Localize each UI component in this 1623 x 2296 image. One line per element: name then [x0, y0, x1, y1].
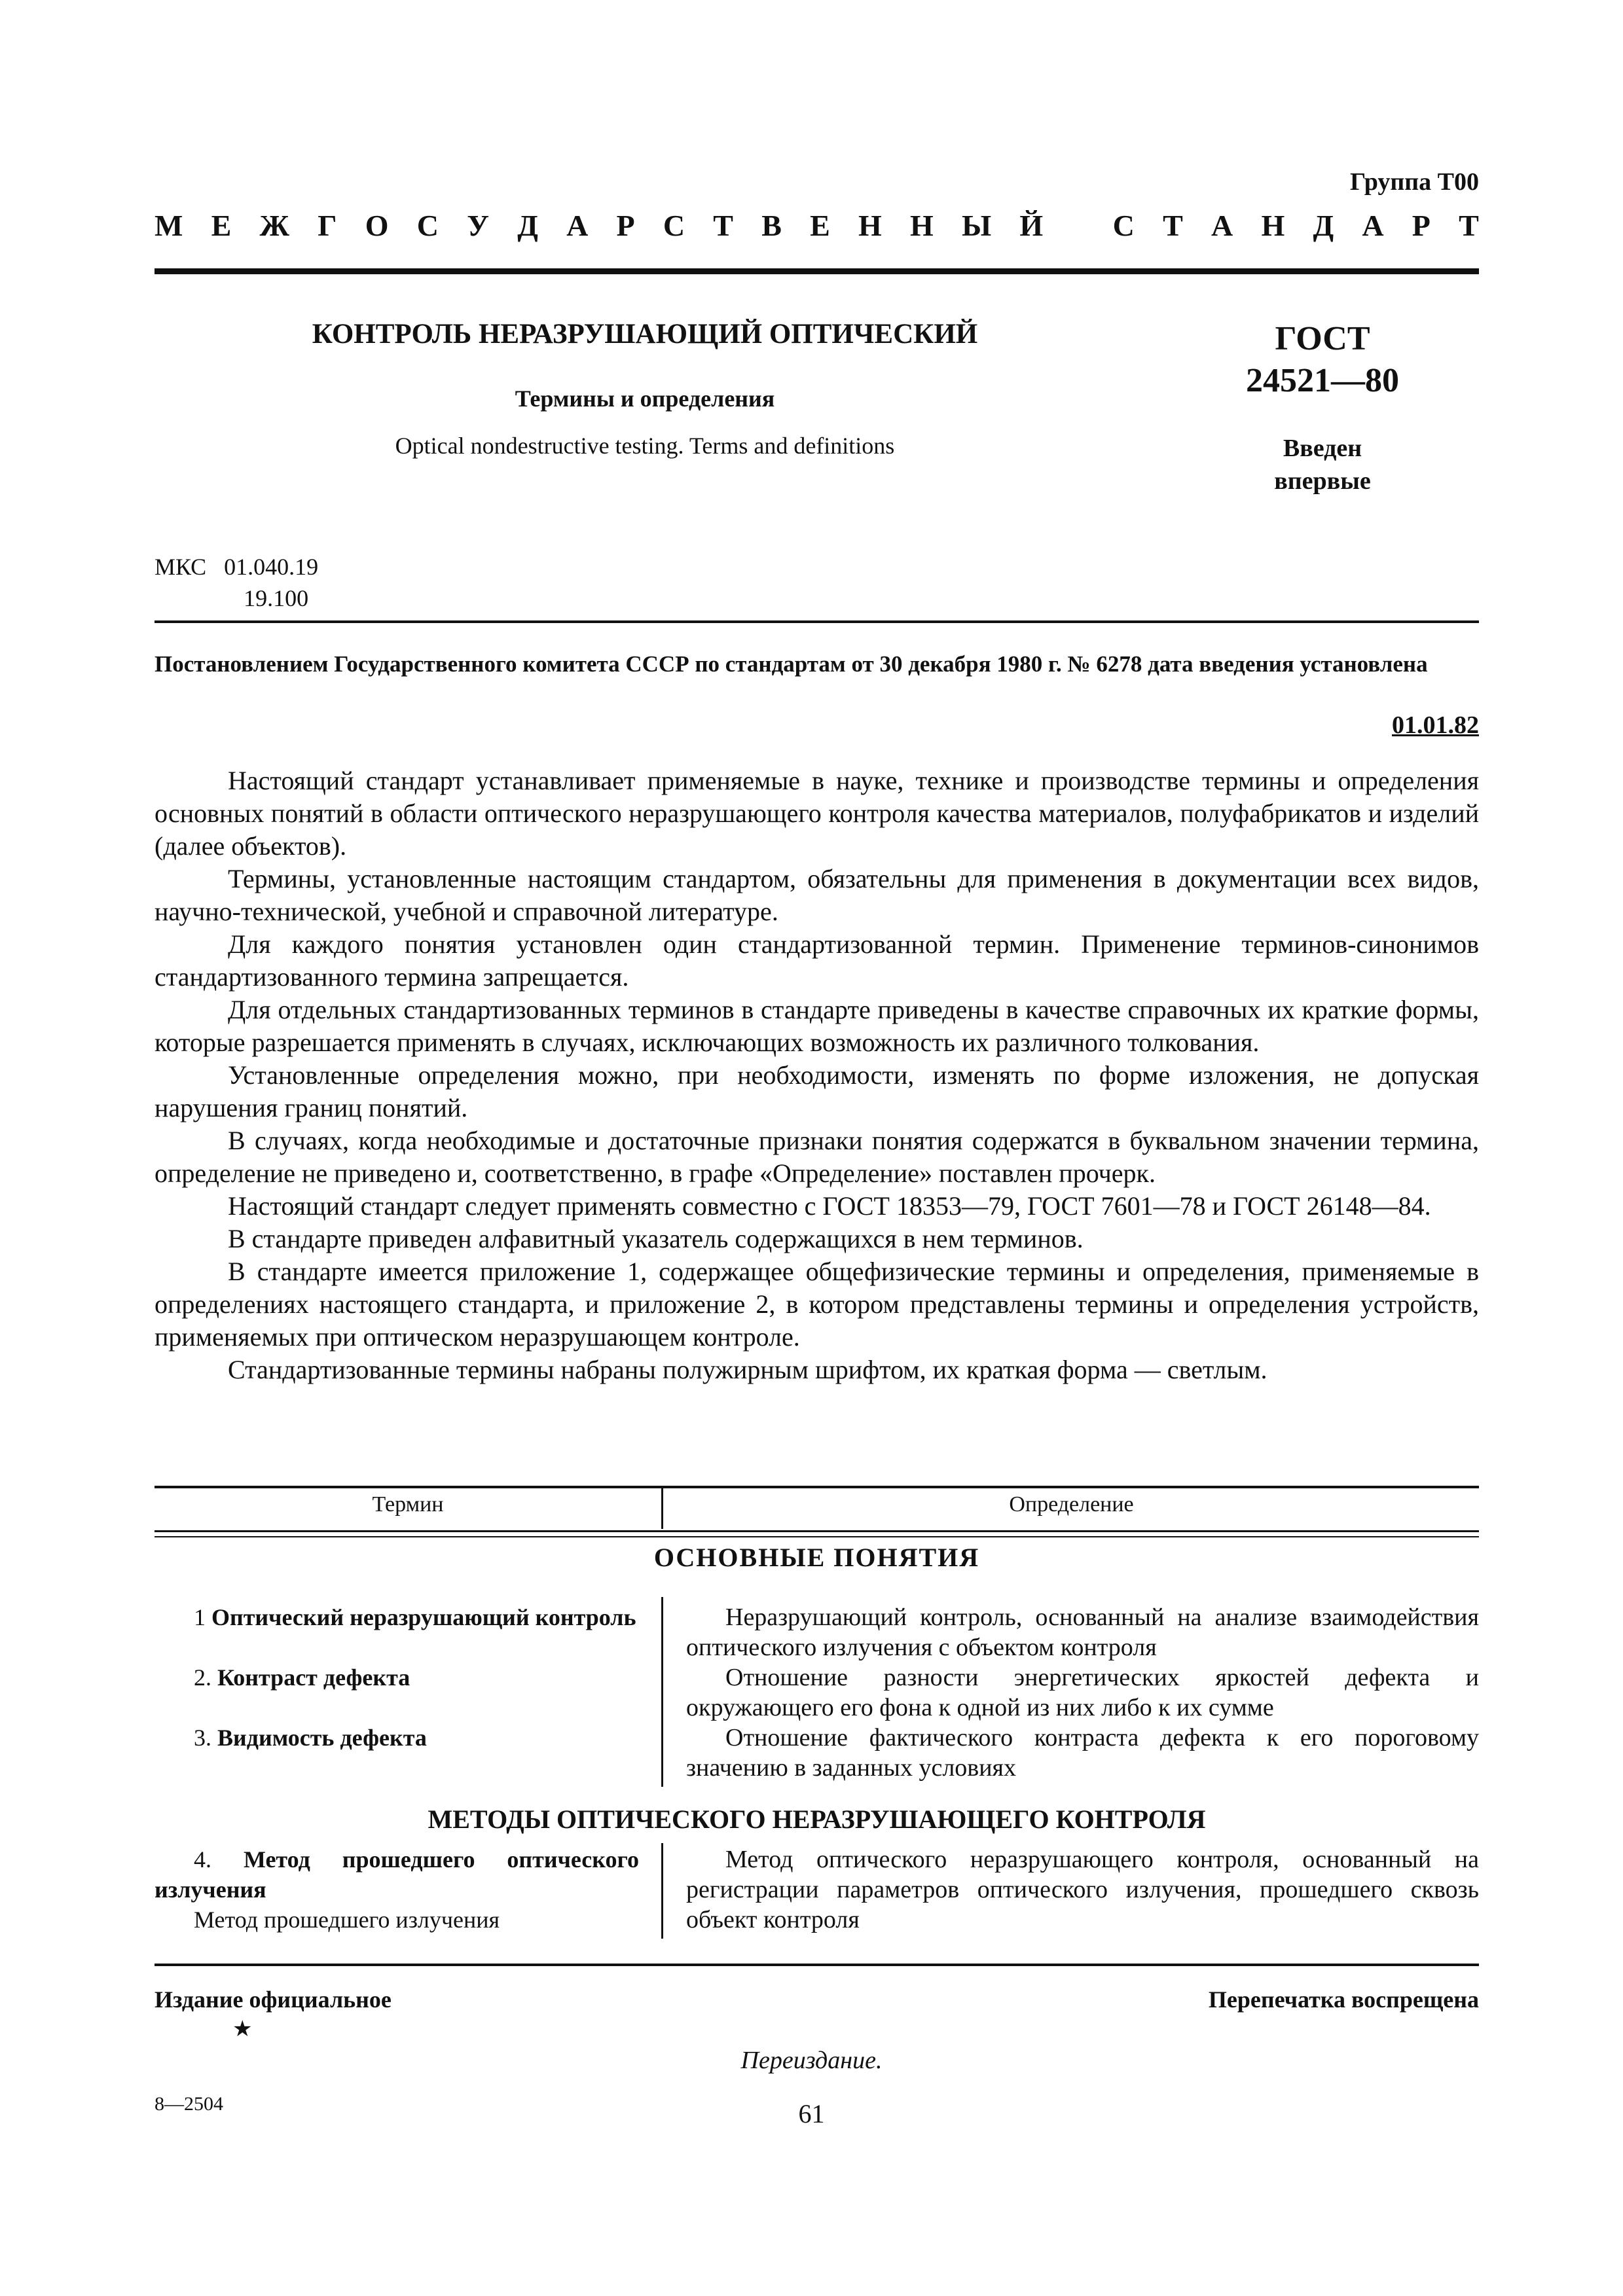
paragraph: В случаях, когда необходимые и достаточные признаки понятия содержатся в буквальном значении термина, определение не приведено и, соответственно, в графе «Определение» поставлен прочерк.	[155, 1126, 1479, 1188]
term-name: Видимость дефекта	[217, 1725, 427, 1751]
banner-letter: Т	[1459, 209, 1479, 242]
introduction-note	[1172, 432, 1473, 497]
term-name: Контраст дефекта	[217, 1664, 410, 1691]
column-header-definition: Определение	[1009, 1492, 1134, 1516]
star-icon: ★	[232, 2017, 253, 2041]
definition-cell	[686, 1723, 1479, 1783]
term-name: Оптический неразрушающий контроль	[211, 1604, 636, 1630]
banner-letter: М	[155, 209, 183, 242]
page-number: 61	[798, 2099, 825, 2128]
section-heading: ОСНОВНЫЕ ПОНЯТИЯ	[653, 1543, 980, 1572]
banner-letter: Ж	[259, 209, 290, 242]
paragraph: Настоящий стандарт следует применять совместно с ГОСТ 18353—79, ГОСТ 7601—78 и ГОСТ 26148—84.	[228, 1191, 1431, 1221]
term-short-form: Метод прошедшего излучения	[194, 1907, 500, 1933]
gost-number	[1172, 318, 1473, 402]
banner-letter: С	[416, 209, 439, 242]
reissue-note: Переиздание.	[740, 2047, 883, 2074]
paragraph: Для отдельных стандартизованных терминов в стандарте приведены в качестве справочных их краткие формы, которые разрешается применять в случаях, исключающих возможность их различного толкования.	[155, 995, 1479, 1057]
paragraph: Термины, установленные настоящим стандартом, обязательны для применения в документации всех видов, научно-технической, учебной и справочной литературе.	[155, 864, 1479, 926]
definition-cell	[686, 1844, 1479, 1935]
paragraph: Настоящий стандарт устанавливает применяемые в науке, технике и производстве термины и определения основных понятий в области оптического неразрушающего контроля качества материалов, полуфабрикатов и изделий (далее объектов).	[155, 766, 1479, 861]
paragraph: Для каждого понятия установлен один стандартизованной термин. Применение терминов-синонимов стандартизованного термина запрещается.	[155, 929, 1479, 992]
banner-letter: Н	[858, 209, 882, 242]
intro-line-1: Введен	[1283, 435, 1362, 462]
banner-letter: Й	[1019, 209, 1044, 242]
definition-text: Отношение разности энергетических яркостей дефекта и окружающего его фона к одной из них либо к их сумме	[686, 1664, 1479, 1721]
table-header-rule	[155, 1530, 1479, 1532]
term-number: 4.	[194, 1846, 211, 1873]
sheet-code: 8—2504	[155, 2093, 223, 2115]
column-divider	[661, 1843, 663, 1939]
definition-text: Неразрушающий контроль, основанный на анализе взаимодействия оптического излучения с объектом контроля	[686, 1604, 1479, 1661]
decree-text: Постановлением Государственного комитета СССР по стандартам от 30 декабря 1980 г. № 6278 дата введения установлена	[155, 651, 1428, 677]
mks-code: 01.040.19	[224, 554, 319, 580]
column-divider	[661, 1488, 663, 1529]
banner-gap	[1071, 208, 1084, 243]
intro-line-2: впервые	[1274, 467, 1371, 495]
group-label: Группа Т00	[1349, 168, 1479, 196]
table-top-rule	[155, 1486, 1479, 1488]
section-heading: МЕТОДЫ ОПТИЧЕСКОГО НЕРАЗРУШАЮЩЕГО КОНТРОЛЯ	[428, 1804, 1206, 1834]
banner-letter: С	[663, 209, 685, 242]
paragraph: В стандарте приведен алфавитный указатель содержащихся в нем терминов.	[228, 1224, 1084, 1253]
term-cell	[155, 1844, 639, 1935]
banner-letter: Ы	[962, 209, 992, 242]
mks-code: 19.100	[244, 585, 309, 611]
term-cell	[155, 1723, 639, 1753]
banner-letter: А	[1362, 209, 1384, 242]
banner-letter: Д	[517, 209, 538, 242]
paragraph: Установленные определения можно, при необходимости, изменять по форме изложения, не допуская нарушения границ понятий.	[155, 1060, 1479, 1122]
banner-letter: С	[1112, 209, 1135, 242]
banner-letter: А	[566, 209, 589, 242]
term-cell	[155, 1602, 639, 1632]
preamble	[155, 764, 1479, 1386]
column-header-term: Термин	[372, 1492, 444, 1516]
table-header-rule	[155, 1536, 1479, 1537]
banner-letter: Г	[318, 209, 337, 242]
term-number: 1	[194, 1604, 206, 1630]
banner-letter: Т	[713, 209, 733, 242]
banner-letter: В	[761, 209, 782, 242]
definition-text: Отношение фактического контраста дефекта к его пороговому значению в заданных условиях	[686, 1724, 1479, 1782]
gost-code: 24521—80	[1246, 362, 1399, 399]
banner-letter: Е	[810, 209, 830, 242]
banner-letter: Н	[910, 209, 934, 242]
footer-rule	[155, 1964, 1479, 1966]
term-name: Метод прошедшего оптического излучения	[155, 1846, 639, 1903]
definition-text: Метод оптического неразрушающего контроля, основанный на регистрации параметров оптического излучения, прошедшего сквозь объект контроля	[686, 1846, 1479, 1933]
banner-letter: Т	[1163, 209, 1183, 242]
definition-cell	[686, 1662, 1479, 1723]
banner-letter: Р	[616, 209, 635, 242]
term-number: 2.	[194, 1664, 211, 1691]
english-title: Optical nondestructive testing. Terms and definitions	[395, 433, 895, 459]
paragraph: Стандартизованные термины набраны полужирным шрифтом, их краткая форма — светлым.	[228, 1355, 1267, 1384]
mks-codes	[155, 551, 318, 614]
banner-letter: А	[1211, 209, 1233, 242]
banner-letter: Р	[1412, 209, 1431, 242]
banner-letter: Н	[1261, 209, 1285, 242]
term-number: 3.	[194, 1725, 211, 1751]
definition-cell	[686, 1602, 1479, 1662]
paragraph: В стандарте имеется приложение 1, содержащее общефизические термины и определения, применяемые в определениях настоящего стандарта, и приложение 2, в котором представлены термины и определения устройств, применяемых при оптическом неразрушающем контроле.	[155, 1257, 1479, 1352]
banner-letter: У	[467, 209, 489, 242]
document-subtitle: Термины и определения	[515, 386, 775, 412]
term-cell	[155, 1662, 639, 1693]
banner-letter: Д	[1313, 209, 1334, 242]
mks-code-list	[224, 551, 318, 614]
banner-letter: О	[365, 209, 389, 242]
standard-banner	[155, 208, 1479, 243]
header-rule	[155, 268, 1479, 274]
effective-date: 01.01.82	[1392, 711, 1479, 739]
gost-label: ГОСТ	[1275, 320, 1370, 357]
document-title: КОНТРОЛЬ НЕРАЗРУШАЮЩИЙ ОПТИЧЕСКИЙ	[312, 319, 978, 350]
mks-label: МКС	[155, 554, 207, 580]
section-rule	[155, 620, 1479, 623]
column-divider	[661, 1597, 663, 1787]
edition-label: Издание официальное	[155, 1986, 392, 2013]
banner-letter: Е	[211, 209, 232, 242]
reprint-notice: Перепечатка воспрещена	[1208, 1986, 1479, 2013]
